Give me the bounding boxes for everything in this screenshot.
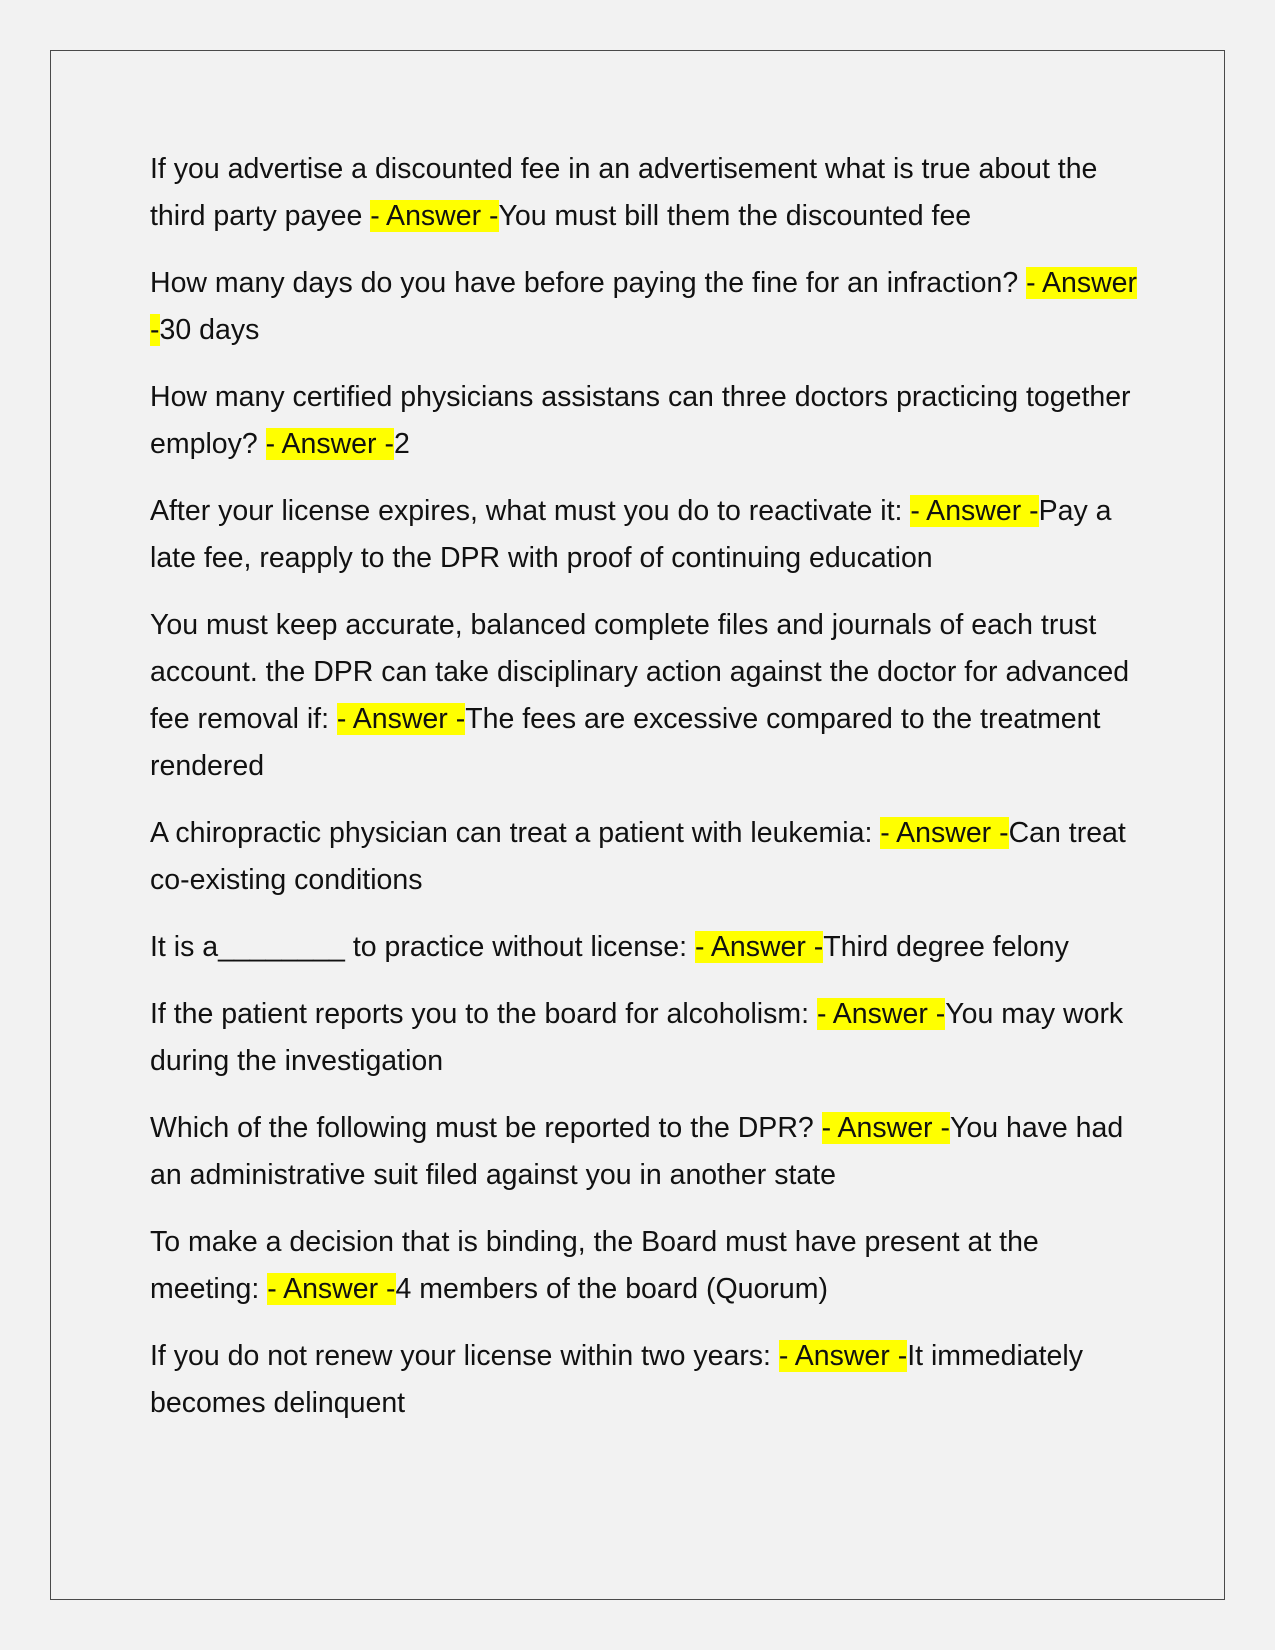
answer-marker: - Answer - [695, 931, 824, 963]
question-text: How many certified physicians assistans can three doctors practicing together employ? [150, 381, 1131, 460]
question-text: It is a________ to practice without license: [150, 931, 695, 963]
answer-marker: - Answer - [910, 495, 1039, 527]
qa-item [150, 374, 1140, 468]
answer-text: The fees are excessive compared to the treatment rendered [150, 703, 1101, 782]
qa-item [150, 991, 1140, 1085]
answer-text: You may work during the investigation [150, 998, 1124, 1077]
question-text: How many days do you have before paying the fine for an infraction? [150, 267, 1027, 299]
answer-text: You must bill them the discounted fee [498, 200, 972, 232]
qa-item [150, 1105, 1140, 1199]
qa-item [150, 1219, 1140, 1313]
qa-item [150, 146, 1140, 240]
answer-marker: - Answer - [821, 1112, 950, 1144]
answer-marker: - Answer - [265, 428, 394, 460]
answer-text: Can treat co-existing conditions [150, 817, 1126, 896]
qa-item [150, 810, 1140, 904]
qa-item [150, 602, 1140, 790]
answer-marker: - Answer - [370, 200, 499, 232]
question-text: If you do not renew your license within two years: [150, 1340, 779, 1372]
qa-item [150, 924, 1140, 971]
question-text: To make a decision that is binding, the Board must have present at the meeting: [150, 1226, 1039, 1305]
answer-marker: - Answer - [150, 267, 1137, 346]
qa-item [150, 260, 1140, 354]
answer-text: 2 [393, 428, 410, 460]
answer-marker: - Answer - [336, 703, 466, 735]
answer-text: Third degree felony [823, 931, 1069, 963]
question-text: You must keep accurate, balanced complete files and journals of each trust account. the DPR can take disciplinary action against the doctor for advanced fee removal if: [150, 609, 1130, 735]
answer-marker: - Answer - [778, 1340, 908, 1372]
answer-text: 4 members of the board (Quorum) [395, 1273, 828, 1305]
question-text: If you advertise a discounted fee in an advertisement what is true about the third party payee [150, 153, 1098, 232]
question-text: If the patient reports you to the board for alcoholism: [150, 998, 817, 1030]
answer-marker: - Answer - [816, 998, 946, 1030]
answer-marker: - Answer - [880, 817, 1009, 849]
question-text: After your license expires, what must you do to reactivate it: [150, 495, 911, 527]
answer-text: 30 days [159, 314, 260, 346]
qa-item [150, 488, 1140, 582]
qa-list [150, 146, 1140, 1447]
answer-text: Pay a late fee, reapply to the DPR with proof of continuing education [150, 495, 1112, 574]
qa-item [150, 1333, 1140, 1427]
answer-text: It immediately becomes delinquent [150, 1340, 1083, 1419]
question-text: A chiropractic physician can treat a patient with leukemia: [150, 817, 881, 849]
answer-marker: - Answer - [267, 1273, 396, 1305]
question-text: Which of the following must be reported to the DPR? [150, 1112, 822, 1144]
answer-text: You have had an administrative suit filed against you in another state [150, 1112, 1124, 1191]
